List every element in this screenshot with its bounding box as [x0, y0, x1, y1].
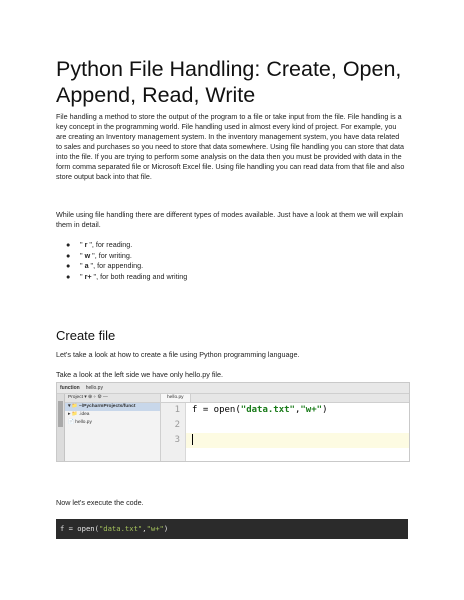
mode-code: a: [84, 261, 89, 270]
page-title: Python File Handling: Create, Open, Append, Read, Write: [56, 57, 402, 107]
section-heading: Create file: [56, 328, 116, 343]
modes-list: [66, 240, 187, 282]
project-idea-row: ▸ 📁 .idea: [68, 412, 90, 417]
editor-tab: hello.py: [161, 394, 191, 402]
project-panel: [65, 394, 161, 461]
project-panel-header: Project ▾ ⊕ ÷ ⚙ —: [65, 394, 160, 403]
bullet-icon: ●: [66, 240, 71, 249]
code-editor: [186, 403, 409, 461]
section-intro-paragraph: Let's take a look at how to create a file using Python programming language.: [56, 350, 300, 359]
nav-file: hello.py: [85, 385, 103, 391]
editor-tabbar: [161, 394, 409, 403]
modes-intro-paragraph: While using file handling there are different types of modes available. Just have a look at them we will explain them in detail.: [56, 210, 404, 229]
line-number: 3: [174, 435, 180, 445]
list-item: ● " r+ ", for both reading and writing: [66, 271, 188, 281]
project-root-row: ▾ 📁 ~/PycharmProjects/funct: [65, 403, 160, 411]
mode-code: w: [84, 250, 91, 260]
ide-screenshot: [56, 382, 410, 462]
text-caret: [192, 434, 193, 445]
line-number: 1: [174, 405, 180, 415]
mode-code: r+: [84, 271, 92, 281]
screenshot-intro-paragraph: Take a look at the left side we have only hello.py file.: [56, 370, 224, 379]
list-item: ● " w ", for writing.: [66, 250, 132, 260]
mode-code: r: [84, 240, 88, 249]
nav-folder: function: [60, 385, 80, 391]
project-side-tab: [58, 401, 63, 427]
list-item: ● " r ", for reading.: [66, 240, 133, 249]
code-line-current: [186, 433, 409, 448]
project-file-row: 📄 hello.py: [68, 420, 92, 425]
code-line: f = open("data.txt","w+"): [192, 405, 328, 415]
intro-paragraph: File handling a method to store the output of the program to a file or take input from the file. File handling is a key concept in the programming world. File handling used in almost every kind of project. For example, you are creating an Inventory management system. In the inventory management system, you have data related to sales and purchases so you need to store that data somewhere. Using file handling you can store that data into the file. If you are trying to perform some analysis on the data then you must be provided with data in the form comma separated file or Microsoft Excel file. Using file handling you can read data from that file and also store output back into that file.: [56, 112, 405, 181]
bullet-icon: ●: [66, 250, 71, 260]
document-page: [56, 0, 408, 600]
code-line: [186, 418, 409, 433]
bullet-icon: ●: [66, 271, 71, 281]
execute-paragraph: Now let's execute the code.: [56, 498, 144, 507]
ide-navbar: [57, 383, 409, 394]
list-item: ● " a ", for appending.: [66, 261, 144, 270]
line-number: 2: [174, 420, 180, 430]
line-number-gutter: [161, 403, 186, 461]
code-snippet: f = open("data.txt","w+"): [56, 519, 408, 539]
bullet-icon: ●: [66, 261, 71, 270]
